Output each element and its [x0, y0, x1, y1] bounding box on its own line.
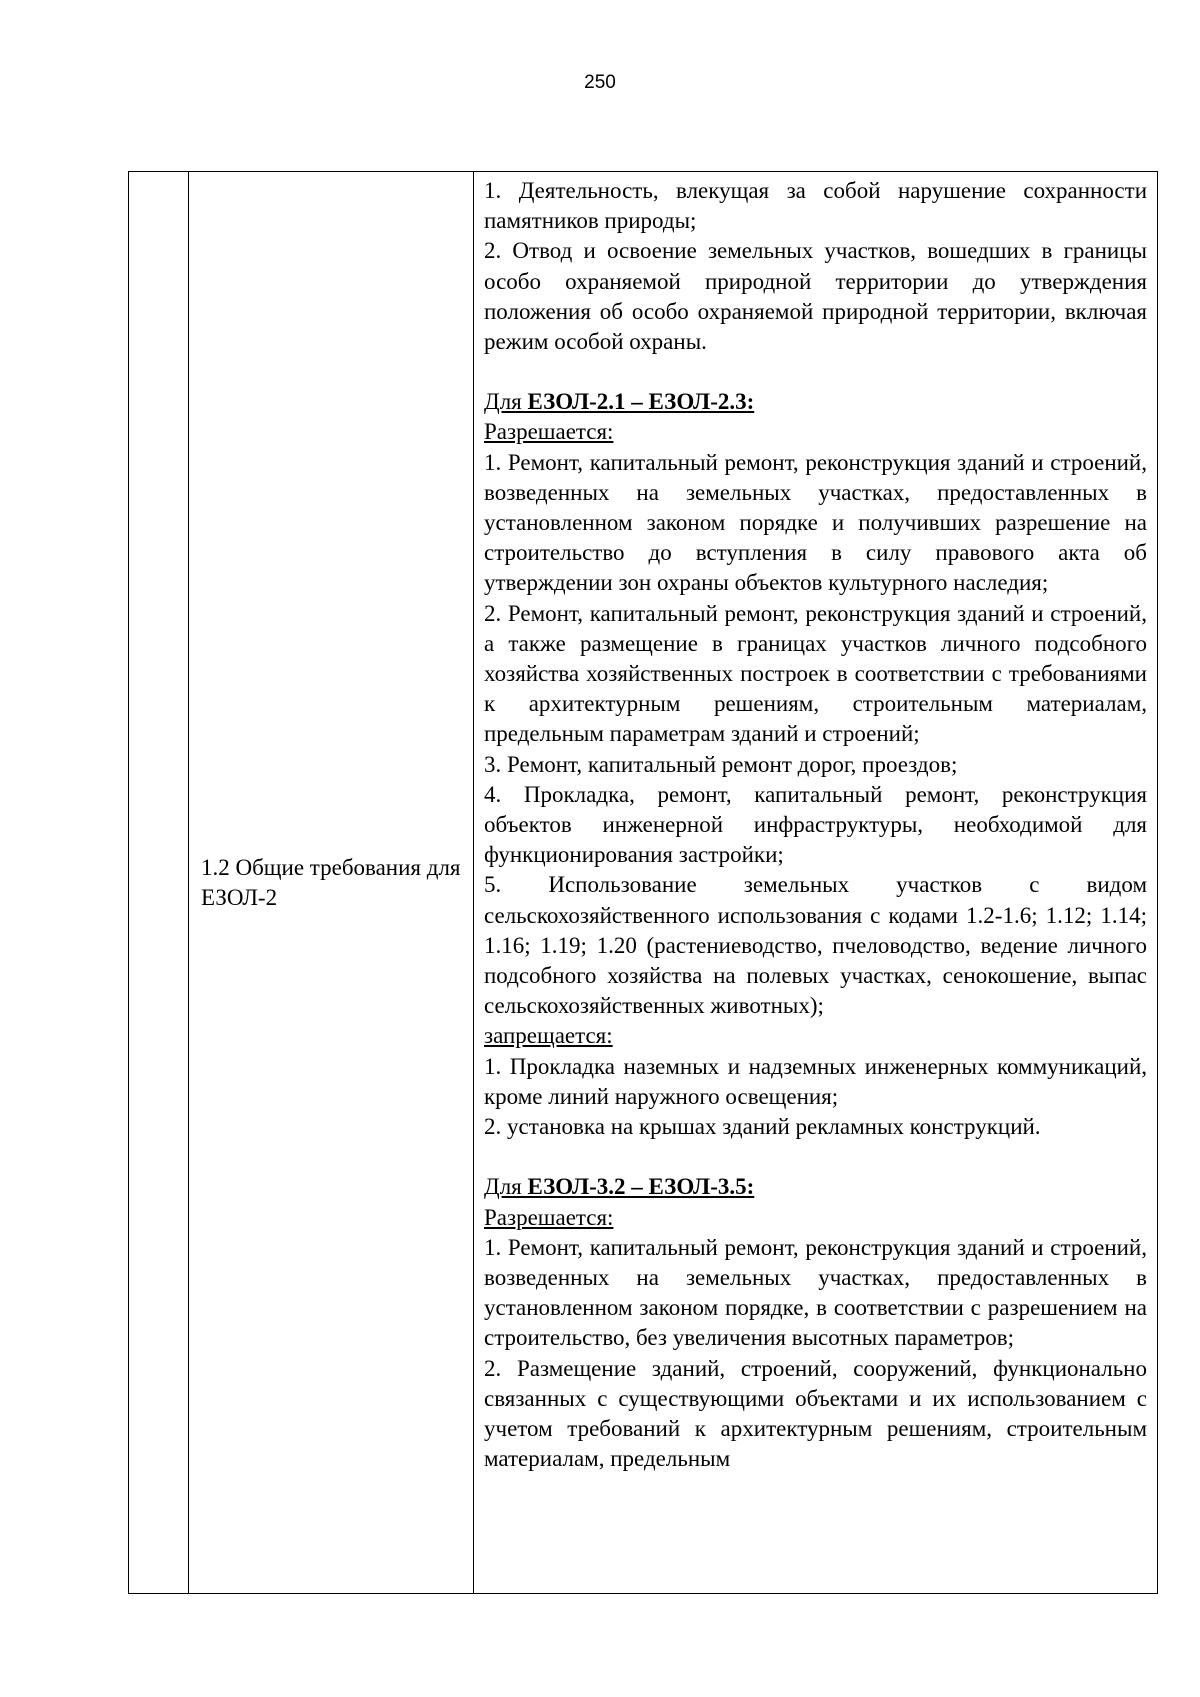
forbidden-label: запрещается: — [484, 1023, 613, 1049]
row-number-cell — [129, 172, 189, 1594]
forbidden-item-1: 1. Прокладка наземных и надземных инженерных коммуникаций, кроме линий наружного освещения; — [484, 1053, 1147, 1109]
allowed-item-2: 2. Ремонт, капитальный ремонт, реконструкция зданий и строений, а также размещение в границах участков личного подсобного хозяйства хозяйственных построек в соответствии с требованиями к архитектурным решениям, строительным материалам, предельным параметрам зданий и строений; — [484, 600, 1147, 747]
forbidden-item-2: 2. установка на крышах зданий рекламных конструкций. — [484, 1114, 1041, 1140]
page-number: 250 — [584, 72, 616, 93]
allowed-item-1: 1. Ремонт, капитальный ремонт, реконструкция зданий и строений, возведенных на земельных участках, предоставленных в установленном законом порядке и получивших разрешение на строительство до вступления в силу правового акта об утверждении зон охраны объектов культурного наследия; — [484, 449, 1147, 596]
section-heading-ezol-2: Для ЕЗОЛ-2.1 – ЕЗОЛ-2.3: — [484, 389, 755, 415]
row-title-cell: 1.2 Общие требования для ЕЗОЛ-2 — [189, 172, 474, 1594]
intro-item-2: 2. Отвод и освоение земельных участков, вошедших в границы особо охраняемой природной территории до утверждения положения об особо охраняемой природной территории, включая режим особой охраны. — [484, 238, 1147, 355]
section-heading-ezol-3: Для ЕЗОЛ-3.2 – ЕЗОЛ-3.5: — [484, 1174, 755, 1200]
intro-item-1: 1. Деятельность, влекущая за собой нарушение сохранности памятников природы; — [484, 178, 1147, 234]
allowed-item-2: 2. Размещение зданий, строений, сооружений, функционально связанных с существующими объектами и их использованием с учетом требований к архитектурным решениям, строительным материалам, предельным — [484, 1355, 1147, 1472]
table-row — [129, 172, 1158, 1594]
allowed-label: Разрешается: — [484, 419, 614, 445]
allowed-item-1: 1. Ремонт, капитальный ремонт, реконструкция зданий и строений, возведенных на земельных участках, предоставленных в установленном законом порядке, в соответствии с разрешением на строительство, без увеличения высотных параметров; — [484, 1234, 1147, 1351]
spacer — [484, 1142, 1147, 1172]
allowed-item-4: 4. Прокладка, ремонт, капитальный ремонт, реконструкция объектов инженерной инфраструктуры, необходимой для функционирования застройки; — [484, 781, 1147, 868]
row-content-cell — [474, 172, 1158, 1594]
allowed-item-3: 3. Ремонт, капитальный ремонт дорог, проездов; — [484, 751, 958, 777]
allowed-item-5: 5. Использование земельных участков с видом сельскохозяйственного использования с кодами 1.2-1.6; 1.12; 1.14; 1.16; 1.19; 1.20 (растениеводство, пчеловодство, ведение личного подсобного хозяйства на полевых участках, сенокошение, выпас сельскохозяйственных животных); — [484, 872, 1147, 1019]
spacer — [484, 357, 1147, 387]
allowed-label: Разрешается: — [484, 1204, 614, 1230]
requirements-table — [128, 171, 1158, 1594]
